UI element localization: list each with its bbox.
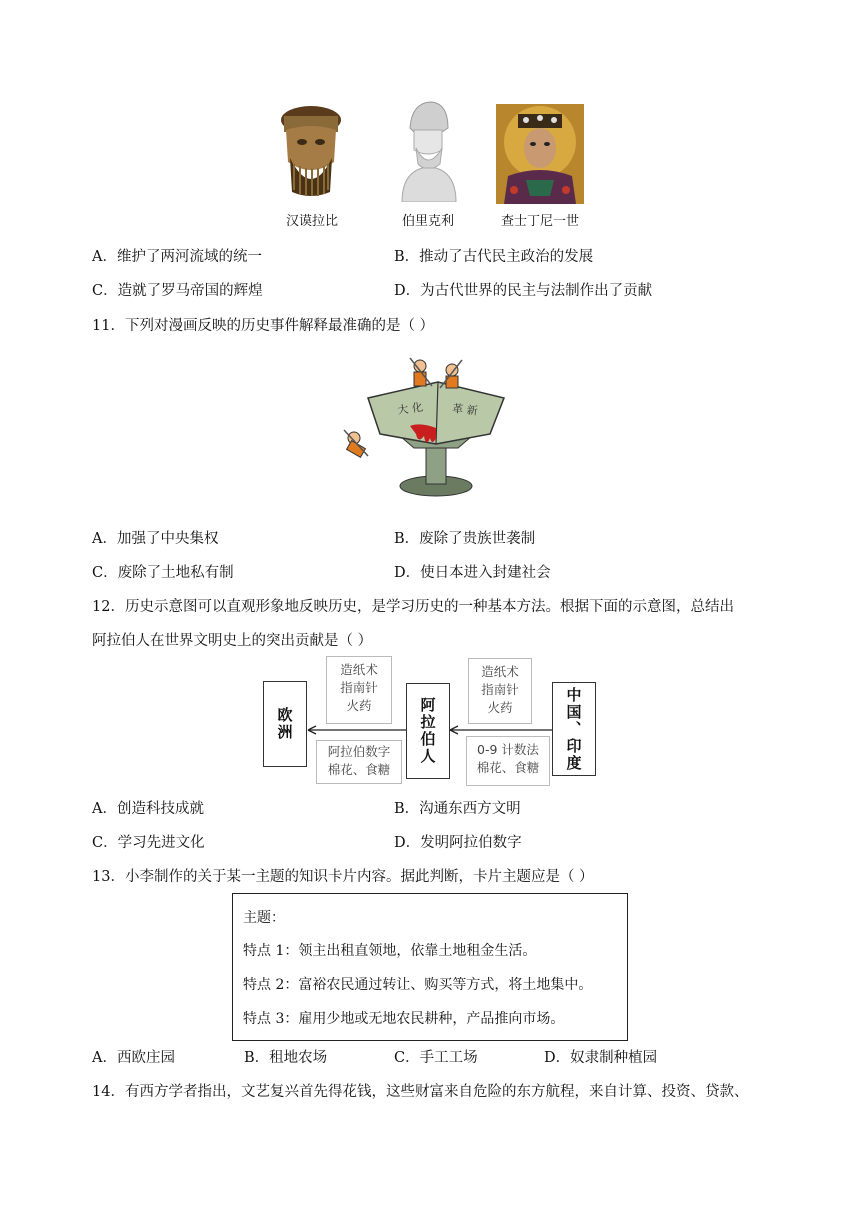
option-d: D．发明阿拉伯数字 xyxy=(394,835,522,851)
option-d: D．奴隶制种植园 xyxy=(544,1050,658,1066)
europe-label: 欧洲 xyxy=(275,707,294,741)
goods-item: 棉花、食糖 xyxy=(476,760,540,775)
card-title: 主题： xyxy=(243,910,285,926)
arab-label: 阿拉伯人 xyxy=(418,697,437,765)
option-a: A．维护了两河流域的统一 xyxy=(92,249,262,265)
option-c: C．手工工场 xyxy=(394,1050,478,1066)
left-top-goods-box xyxy=(326,656,392,724)
card-point-1: 特点 1：领主出租直领地，依靠土地租金生活。 xyxy=(243,943,537,959)
option-c: C．废除了土地私有制 xyxy=(92,565,234,581)
right-top-goods-box xyxy=(468,658,532,724)
svg-text:大 化: 大 化 xyxy=(396,400,424,417)
goods-item: 造纸术 xyxy=(481,664,519,679)
option-c: C．造就了罗马帝国的辉煌 xyxy=(92,283,263,299)
goods-item: 造纸术 xyxy=(340,662,378,677)
card-point-2: 特点 2：富裕农民通过转让、购买等方式，将土地集中。 xyxy=(243,977,593,993)
question-14-stem: 14．有西方学者指出，文艺复兴首先得花钱，这些财富来自危险的东方航程，来自计算、投资、贷款、 xyxy=(92,1084,749,1100)
goods-item: 指南针 xyxy=(340,680,378,695)
taika-reform-cartoon xyxy=(340,352,510,502)
china-india-label: 中国、印度 xyxy=(564,686,583,772)
option-b: B．推动了古代民主政治的发展 xyxy=(394,249,594,265)
image-caption: 汉谟拉比 xyxy=(285,214,338,229)
option-c: C．学习先进文化 xyxy=(92,835,205,851)
option-a: A．加强了中央集权 xyxy=(92,531,219,547)
option-d: D．为古代世界的民主与法制作出了贡献 xyxy=(394,283,653,299)
option-a: A．西欧庄园 xyxy=(92,1050,175,1066)
justinian-mosaic-image xyxy=(496,104,584,204)
option-d: D．使日本进入封建社会 xyxy=(394,565,551,581)
knowledge-card xyxy=(232,893,628,1041)
goods-item: 0-9 计数法 xyxy=(477,742,539,757)
goods-item: 火药 xyxy=(487,700,513,715)
goods-item: 阿拉伯数字 xyxy=(327,744,391,759)
option-b: B．租地农场 xyxy=(244,1050,328,1066)
hammurabi-image xyxy=(272,100,350,200)
option-a: A．创造科技成就 xyxy=(92,801,204,817)
goods-item: 棉花、食糖 xyxy=(327,762,391,777)
pericles-image xyxy=(392,98,464,202)
card-point-3: 特点 3：雇用少地或无地农民耕种，产品推向市场。 xyxy=(243,1011,565,1027)
right-bottom-goods-box xyxy=(466,736,550,786)
goods-item: 火药 xyxy=(346,698,372,713)
left-bottom-goods-box xyxy=(316,740,402,784)
question-12-stem-line1: 12．历史示意图可以直观形象地反映历史，是学习历史的一种基本方法。根据下面的示意图，总结出 xyxy=(92,599,734,615)
goods-item: 指南针 xyxy=(481,682,519,697)
image-caption: 伯里克利 xyxy=(401,214,454,229)
question-12-stem-line2: 阿拉伯人在世界文明史上的突出贡献是（ ） xyxy=(92,633,373,649)
option-b: B．废除了贵族世袭制 xyxy=(394,531,536,547)
svg-text:革 新: 革 新 xyxy=(451,402,479,418)
image-caption: 查士丁尼一世 xyxy=(500,214,579,229)
question-11-stem: 11．下列对漫画反映的历史事件解释最准确的是（ ） xyxy=(92,318,435,334)
question-13-stem: 13．小李制作的关于某一主题的知识卡片内容。据此判断，卡片主题应是（ ） xyxy=(92,869,594,885)
option-b: B．沟通东西方文明 xyxy=(394,801,521,817)
